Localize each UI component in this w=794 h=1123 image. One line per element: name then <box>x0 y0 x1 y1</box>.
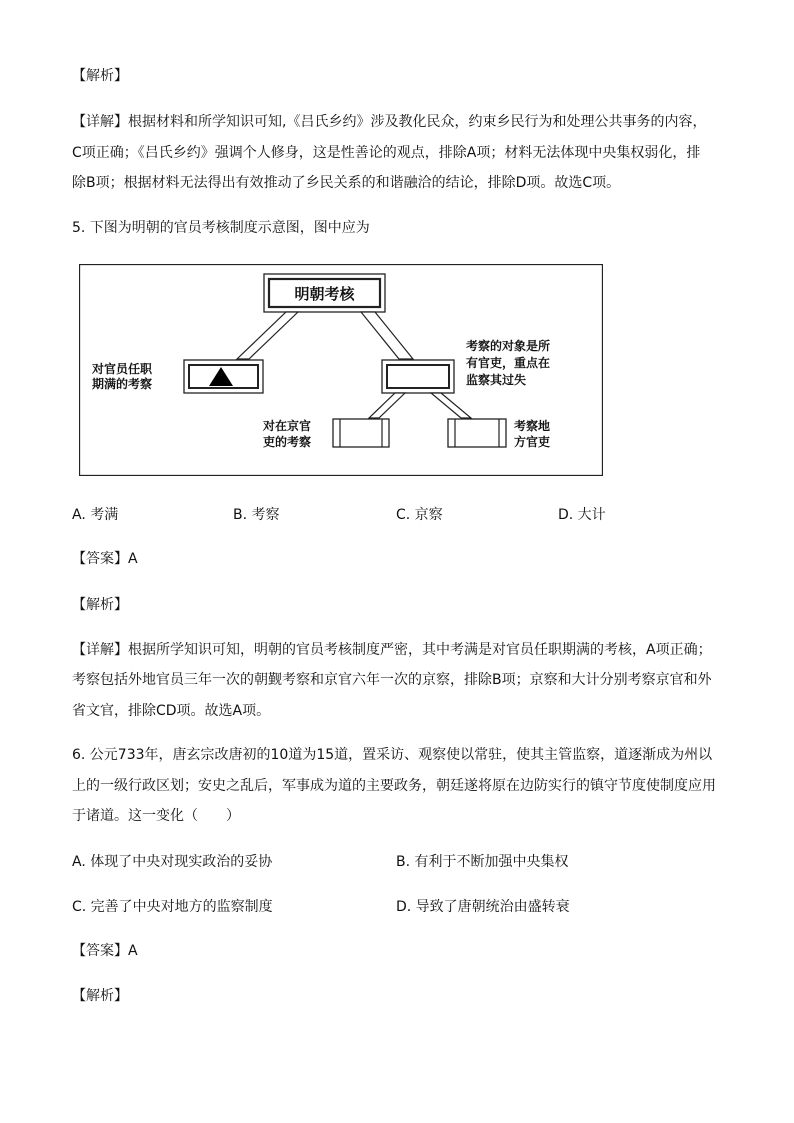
q5-option-a[interactable]: A. 考满 <box>72 507 119 523</box>
q6-answer: 【答案】A <box>72 943 138 959</box>
right-label-line-1: 考察的对象是所 <box>466 339 551 353</box>
analysis-label-1: 【解析】 <box>72 68 128 84</box>
bottom-right-label-line-2: 方官吏 <box>514 435 551 449</box>
q6-option-b[interactable]: B. 有利于不断加强中央集权 <box>396 854 569 870</box>
q6-stem-line-1: 6. 公元733年，唐玄宗改唐初的10道为15道，置采访、观察使以常驻，使其主管监察，道逐渐成为州以 <box>72 747 713 763</box>
question-5-stem: 5. 下图为明朝的官员考核制度示意图，图中应为 <box>72 220 370 236</box>
right-label-line-3: 监察其过失 <box>466 373 527 387</box>
diagram-title: 明朝考核 <box>294 285 355 303</box>
left-connector <box>237 312 298 359</box>
q6-option-a[interactable]: A. 体现了中央对现实政治的妥协 <box>72 854 273 870</box>
bottom-right-box <box>448 419 506 447</box>
bottom-left-label-line-2: 吏的考察 <box>263 435 312 449</box>
q5-analysis-label: 【解析】 <box>72 597 128 613</box>
q5-option-d[interactable]: D. 大计 <box>558 507 606 523</box>
q6-analysis-label: 【解析】 <box>72 988 128 1004</box>
q6-stem-line-3: 于诸道。这一变化（ ） <box>72 808 240 824</box>
bottom-left-box <box>333 419 389 447</box>
bottom-left-label-line-1: 对在京官 <box>263 419 312 433</box>
q6-option-d[interactable]: D. 导致了唐朝统治由盛转衰 <box>396 899 570 915</box>
q6-stem-line-2: 上的一级行政区划；安史之乱后，军事成为道的主要政务，朝廷遂将原在边防实行的镇守节度使制度应用 <box>72 778 716 794</box>
left-label-line-2: 期满的考察 <box>92 377 153 391</box>
question-5-diagram <box>79 264 603 476</box>
right-connector <box>361 312 413 359</box>
bottom-right-label-line-1: 考察地 <box>514 419 551 433</box>
right-label-line-2: 有官吏，重点在 <box>466 356 551 370</box>
detail-1-line-3: 除B项；根据材料无法得出有效推动了乡民关系的和谐融洽的结论，排除D项。故选C项。 <box>72 175 621 191</box>
q5-detail-line-3: 省文官，排除CD项。故选A项。 <box>72 703 271 719</box>
q5-option-c[interactable]: C. 京察 <box>396 507 443 523</box>
q5-option-b[interactable]: B. 考察 <box>233 507 280 523</box>
q5-answer: 【答案】A <box>72 551 138 567</box>
detail-1-line-2: C项正确；《吕氏乡约》强调个人修身，这是性善论的观点，排除A项；材料无法体现中央集权弱化，排 <box>72 145 701 161</box>
q5-detail-line-1: 【详解】根据所学知识可知，明朝的官员考核制度严密，其中考满是对官员任职期满的考核，A项正确； <box>72 642 712 658</box>
q5-detail-line-2: 考察包括外地官员三年一次的朝觐考察和京官六年一次的京察，排除B项；京察和大计分别考察京官和外 <box>72 672 712 688</box>
detail-1-line-1: 【详解】根据材料和所学知识可知,《吕氏乡约》涉及教化民众，约束乡民行为和处理公共事务的内容， <box>72 114 707 130</box>
left-label-line-1: 对官员任职 <box>92 362 153 376</box>
q6-option-c[interactable]: C. 完善了中央对地方的监察制度 <box>72 899 273 915</box>
